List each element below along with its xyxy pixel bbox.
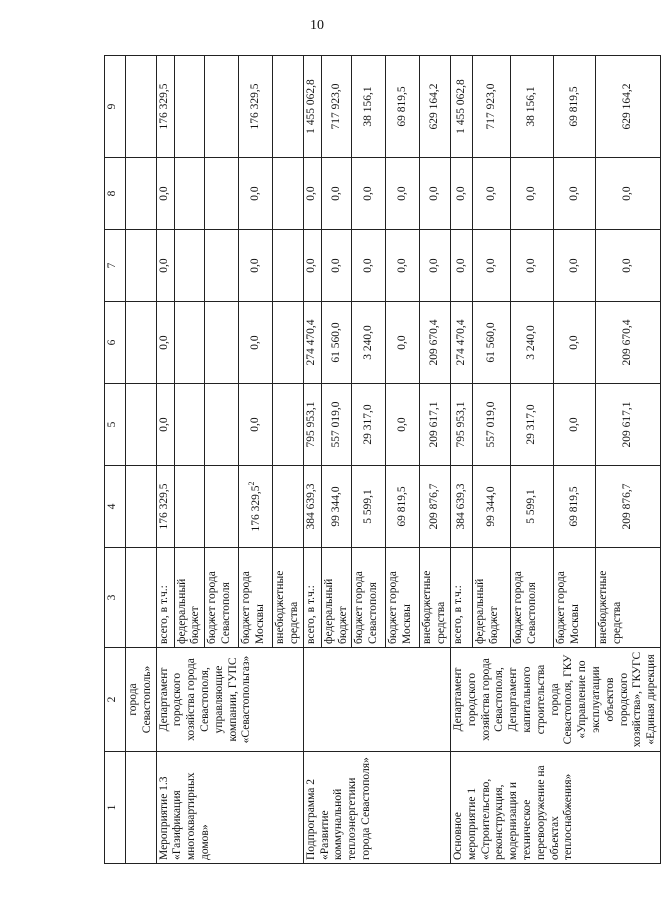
col-header-3: 3	[105, 548, 126, 648]
value-cell-c5	[473, 384, 511, 466]
value-cell-c6	[553, 302, 595, 384]
measure-name: Подпрограмма 2 «Развитие коммунальной теплоэнергетики города Севастополя»	[303, 752, 450, 864]
value-cell-c6	[450, 302, 472, 384]
value-cell-c9	[156, 56, 174, 158]
funding-source: бюджет города Севастополя	[511, 548, 553, 648]
measure-name: Мероприятие 1.3 «Газификация многоквартирных домов»	[156, 752, 303, 864]
value-cell-c7	[303, 230, 321, 302]
continuation-cell-9	[126, 56, 157, 158]
program-funding-table	[104, 55, 661, 864]
value-text: 0,0	[428, 258, 441, 273]
value-cell-c8	[303, 158, 321, 230]
value-text: 0,0	[395, 417, 408, 432]
value-cell-c8	[473, 158, 511, 230]
value-cell-c6	[273, 302, 304, 384]
value-text: 795 953,1	[305, 401, 318, 448]
continuation-row	[126, 56, 157, 864]
continuation-cell-7	[126, 230, 157, 302]
value-text: 176 329,5	[158, 83, 171, 130]
value-text: 0,0	[248, 417, 261, 432]
col-header-8: 8	[105, 158, 126, 230]
value-text: 0,0	[395, 258, 408, 273]
continuation-cell-1	[126, 752, 157, 864]
value-cell-c8	[450, 158, 472, 230]
value-text: 69 819,5	[567, 486, 580, 527]
value-cell-c9	[511, 56, 553, 158]
page-number: 10	[310, 18, 324, 33]
funding-source: бюджет города Москвы	[239, 548, 273, 648]
value-text: 629 164,2	[428, 83, 441, 130]
value-text: 0,0	[158, 258, 171, 273]
rotated-table-container	[104, 56, 658, 864]
executor	[303, 648, 450, 752]
value-text: 0,0	[525, 186, 538, 201]
header-row	[105, 56, 126, 864]
value-cell-c8	[321, 158, 352, 230]
funding-source: внебюджетные средства	[420, 548, 451, 648]
value-cell-c7	[205, 230, 239, 302]
value-cell-c7	[352, 230, 386, 302]
value-text: 99 344,0	[485, 486, 498, 527]
value-cell-c6	[174, 302, 205, 384]
value-text: 0,0	[485, 258, 498, 273]
value-cell-c7	[450, 230, 472, 302]
value-text: 0,0	[485, 186, 498, 201]
value-cell-c5	[303, 384, 321, 466]
value-cell-c5	[450, 384, 472, 466]
value-text: 29 317,0	[361, 404, 374, 445]
continuation-cell-5	[126, 384, 157, 466]
value-text: 274 470,4	[305, 319, 318, 366]
value-cell-c4	[450, 466, 472, 548]
value-cell-c8	[352, 158, 386, 230]
value-text: 3 240,0	[525, 325, 538, 360]
value-cell-c8	[511, 158, 553, 230]
value-cell-c4	[303, 466, 321, 548]
continuation-cell-8	[126, 158, 157, 230]
value-text: 0,0	[621, 258, 634, 273]
value-text: 176 329,5	[250, 485, 263, 532]
continuation-cell-4	[126, 466, 157, 548]
value-cell-c7	[386, 230, 420, 302]
col-header-9: 9	[105, 56, 126, 158]
value-cell-c7	[553, 230, 595, 302]
value-cell-c6	[303, 302, 321, 384]
value-cell-c9	[450, 56, 472, 158]
value-text: 0,0	[567, 335, 580, 350]
value-text: 69 819,5	[395, 86, 408, 127]
value-text: 0,0	[428, 186, 441, 201]
value-cell-c4	[205, 466, 239, 548]
value-cell-c8	[386, 158, 420, 230]
value-cell-c4	[596, 466, 661, 548]
value-cell-c6	[511, 302, 553, 384]
value-text: 176 329,5	[248, 83, 261, 130]
value-cell-c8	[273, 158, 304, 230]
value-text: 0,0	[248, 335, 261, 350]
value-cell-c8	[553, 158, 595, 230]
value-cell-c4	[420, 466, 451, 548]
value-text: 0,0	[621, 186, 634, 201]
value-cell-c5	[511, 384, 553, 466]
value-cell-c9	[473, 56, 511, 158]
value-text: 717 923,0	[329, 83, 342, 130]
value-cell-c8	[156, 158, 174, 230]
value-cell-c4	[553, 466, 595, 548]
value-text: 1 455 062,8	[454, 79, 467, 134]
funding-source: всего, в т.ч.:	[303, 548, 321, 648]
value-cell-c4	[156, 466, 174, 548]
value-text: 0,0	[158, 186, 171, 201]
value-text: 717 923,0	[485, 83, 498, 130]
col-header-1: 1	[105, 752, 126, 864]
value-cell-c6	[205, 302, 239, 384]
value-text: 69 819,5	[395, 486, 408, 527]
value-text: 0,0	[454, 186, 467, 201]
value-text: 557 019,0	[329, 401, 342, 448]
measure-name: Основное мероприятие 1 «Строительство, реконструкция, модернизация и техническое перевооружение на объектах теплоснабжения»	[450, 752, 660, 864]
value-cell-c7	[273, 230, 304, 302]
value-cell-c9	[239, 56, 273, 158]
value-cell-c9	[596, 56, 661, 158]
value-text: 61 560,0	[329, 322, 342, 363]
value-cell-c5	[553, 384, 595, 466]
col-header-2: 2	[105, 648, 126, 752]
value-cell-c7	[174, 230, 205, 302]
value-cell-c4	[239, 466, 273, 548]
continuation-cell-6	[126, 302, 157, 384]
value-cell-c8	[239, 158, 273, 230]
value-text: 38 156,1	[361, 86, 374, 127]
value-cell-c7	[596, 230, 661, 302]
value-text: 38 156,1	[525, 86, 538, 127]
funding-source: бюджет города Москвы	[386, 548, 420, 648]
value-text: 795 953,1	[454, 401, 467, 448]
table-row	[156, 56, 174, 864]
col-header-7: 7	[105, 230, 126, 302]
value-cell-c6	[239, 302, 273, 384]
funding-source: внебюджетные средства	[596, 548, 661, 648]
value-text: 209 876,7	[621, 483, 634, 530]
value-cell-c5	[174, 384, 205, 466]
value-cell-c6	[420, 302, 451, 384]
value-text: 69 819,5	[567, 86, 580, 127]
value-cell-c9	[174, 56, 205, 158]
value-cell-c9	[386, 56, 420, 158]
footnote-mark: 2	[247, 481, 257, 486]
value-cell-c4	[386, 466, 420, 548]
value-cell-c4	[352, 466, 386, 548]
funding-source: внебюджетные средства	[273, 548, 304, 648]
value-text: 209 876,7	[428, 483, 441, 530]
value-cell-c6	[386, 302, 420, 384]
value-cell-c4	[174, 466, 205, 548]
value-text: 0,0	[248, 186, 261, 201]
continuation-executor: города Севастополь»	[126, 648, 157, 752]
value-cell-c4	[511, 466, 553, 548]
value-text: 29 317,0	[525, 404, 538, 445]
value-text: 0,0	[158, 335, 171, 350]
value-text: 0,0	[525, 258, 538, 273]
value-text: 0,0	[329, 258, 342, 273]
table-row	[450, 56, 472, 864]
value-cell-c6	[473, 302, 511, 384]
value-text: 0,0	[248, 258, 261, 273]
value-text: 5 599,1	[525, 489, 538, 524]
value-cell-c5	[386, 384, 420, 466]
funding-source: бюджет города Москвы	[553, 548, 595, 648]
value-text: 0,0	[567, 258, 580, 273]
value-text: 209 617,1	[621, 401, 634, 448]
value-cell-c7	[239, 230, 273, 302]
value-text: 0,0	[305, 258, 318, 273]
value-text: 1 455 062,8	[305, 79, 318, 134]
value-cell-c5	[273, 384, 304, 466]
funding-source: всего, в т.ч.:	[450, 548, 472, 648]
value-text: 0,0	[305, 186, 318, 201]
value-text: 0,0	[567, 417, 580, 432]
table-row	[303, 56, 321, 864]
value-cell-c5	[596, 384, 661, 466]
value-cell-c7	[511, 230, 553, 302]
value-cell-c9	[321, 56, 352, 158]
value-cell-c8	[596, 158, 661, 230]
value-cell-c5	[352, 384, 386, 466]
funding-source: федеральный бюджет	[321, 548, 352, 648]
value-text: 61 560,0	[485, 322, 498, 363]
value-cell-c4	[273, 466, 304, 548]
value-cell-c6	[321, 302, 352, 384]
value-cell-c6	[596, 302, 661, 384]
value-text: 0,0	[395, 335, 408, 350]
funding-source: бюджет города Севастополя	[352, 548, 386, 648]
value-text: 209 670,4	[428, 319, 441, 366]
value-cell-c4	[321, 466, 352, 548]
value-text: 0,0	[567, 186, 580, 201]
col-header-4: 4	[105, 466, 126, 548]
value-cell-c5	[420, 384, 451, 466]
value-text: 384 639,3	[305, 483, 318, 530]
value-text: 99 344,0	[329, 486, 342, 527]
value-cell-c5	[239, 384, 273, 466]
value-text: 0,0	[158, 417, 171, 432]
value-text: 209 617,1	[428, 401, 441, 448]
funding-source: федеральный бюджет	[174, 548, 205, 648]
value-cell-c9	[303, 56, 321, 158]
col-header-5: 5	[105, 384, 126, 466]
value-cell-c8	[420, 158, 451, 230]
value-cell-c6	[352, 302, 386, 384]
value-cell-c8	[205, 158, 239, 230]
value-cell-c7	[473, 230, 511, 302]
value-cell-c5	[156, 384, 174, 466]
value-text: 0,0	[361, 258, 374, 273]
value-cell-c4	[473, 466, 511, 548]
value-cell-c7	[420, 230, 451, 302]
value-text: 629 164,2	[621, 83, 634, 130]
col-header-6: 6	[105, 302, 126, 384]
value-cell-c7	[321, 230, 352, 302]
value-text: 0,0	[395, 186, 408, 201]
value-cell-c9	[352, 56, 386, 158]
value-cell-c5	[321, 384, 352, 466]
value-cell-c5	[205, 384, 239, 466]
value-text: 0,0	[361, 186, 374, 201]
funding-source: всего, в т.ч.:	[156, 548, 174, 648]
value-text: 557 019,0	[485, 401, 498, 448]
value-cell-c9	[273, 56, 304, 158]
value-text: 3 240,0	[361, 325, 374, 360]
funding-source: бюджет города Севастополя	[205, 548, 239, 648]
value-text: 0,0	[329, 186, 342, 201]
continuation-cell-3	[126, 548, 157, 648]
value-text: 274 470,4	[454, 319, 467, 366]
value-text: 384 639,3	[454, 483, 467, 530]
value-text: 0,0	[454, 258, 467, 273]
value-text: 176 329,5	[158, 483, 171, 530]
value-cell-c8	[174, 158, 205, 230]
value-cell-c9	[420, 56, 451, 158]
value-cell-c9	[553, 56, 595, 158]
value-cell-c6	[156, 302, 174, 384]
executor: Департамент городского хозяйства города Севастополя, управляющие компании, ГУПС «Севастопольгаз»	[156, 648, 303, 752]
funding-source: федеральный бюджет	[473, 548, 511, 648]
value-cell-c7	[156, 230, 174, 302]
value-cell-c9	[205, 56, 239, 158]
executor: Департамент городского хозяйства города Севастополя, Департамент капитального строительства города Севастополя, ГКУ «Управление по эксплуатации объектов городского хозяйства», ГКУГС «Единая дирекция	[450, 648, 660, 752]
value-text: 5 599,1	[361, 489, 374, 524]
value-text: 209 670,4	[621, 319, 634, 366]
